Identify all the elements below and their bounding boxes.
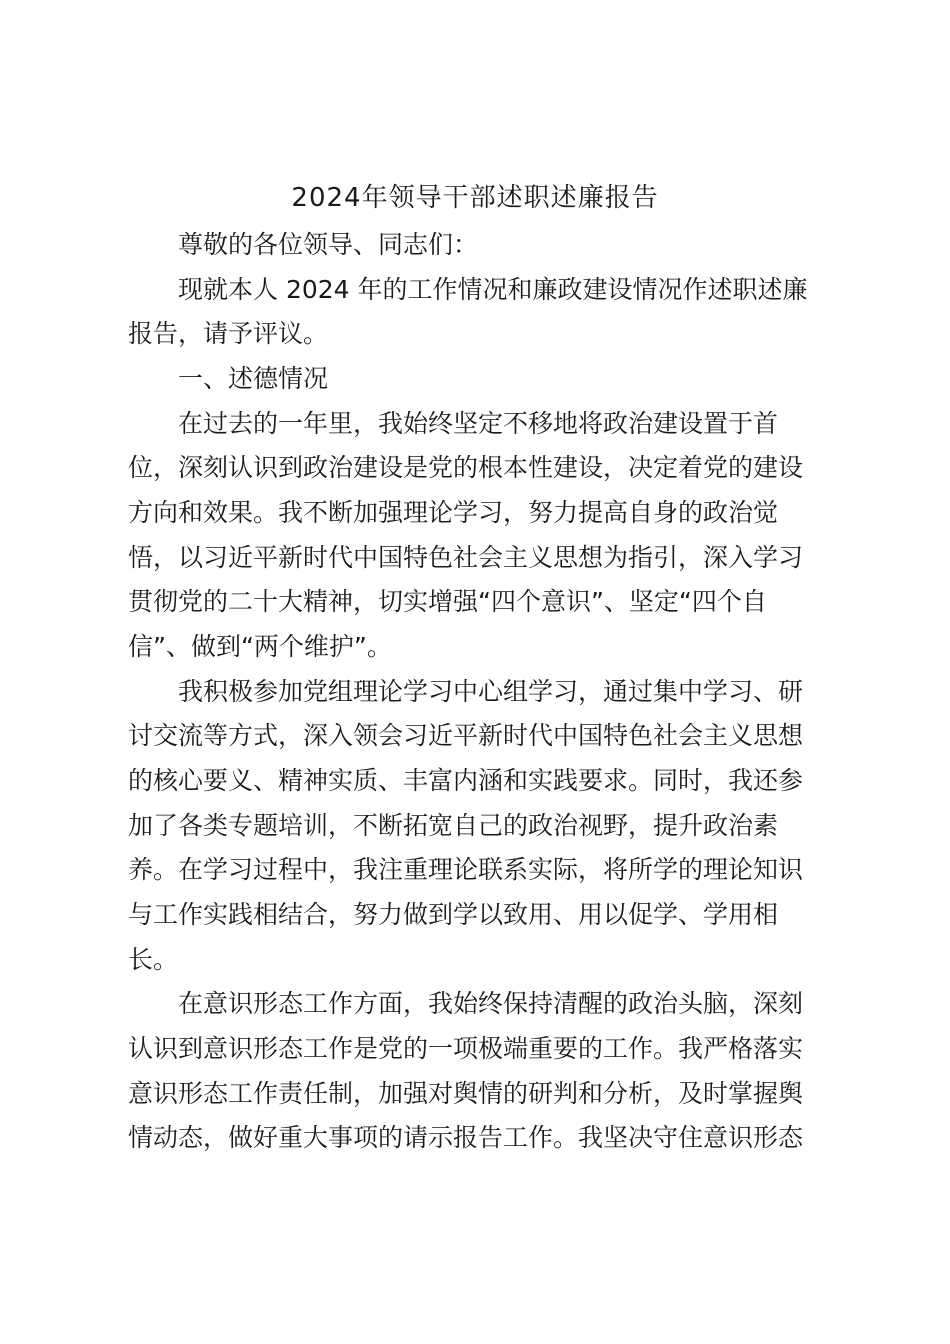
text-line: 情动态，做好重大事项的请示报告工作。我坚决守住意识形态: [128, 1123, 804, 1152]
text-line: 的核心要义、精神实质、丰富内涵和实践要求。同时，我还参: [128, 766, 804, 795]
document-title: 2024年领导干部述职述廉报告: [291, 183, 659, 213]
text-line: 悟，以习近平新时代中国特色社会主义思想为指引，深入学习: [128, 543, 804, 572]
text-line: 贯彻党的二十大精神，切实增强“四个意识”、坚定“四个自: [128, 587, 767, 616]
section-heading: 一、述德情况: [178, 364, 329, 393]
text-line: 在意识形态工作方面，我始终保持清醒的政治头脑，深刻: [178, 989, 804, 1018]
text-line: 与工作实践相结合，努力做到学以致用、用以促学、学用相: [128, 900, 779, 929]
text-line: 认识到意识形态工作是党的一项极端重要的工作。我严格落实: [128, 1034, 804, 1063]
text-line: 信”、做到“两个维护”。: [128, 632, 392, 661]
text-line: 位，深刻认识到政治建设是党的根本性建设，决定着党的建设: [128, 453, 804, 482]
text-line: 我积极参加党组理论学习中心组学习，通过集中学习、研: [178, 677, 804, 706]
text-line: 方向和效果。我不断加强理论学习，努力提高自身的政治觉: [128, 498, 779, 527]
text-line: 养。在学习过程中，我注重理论联系实际，将所学的理论知识: [128, 855, 804, 884]
text-line: 加了各类专题培训，不断拓宽自己的政治视野，提升政治素: [128, 811, 779, 840]
text-line: 意识形态工作责任制，加强对舆情的研判和分析，及时掌握舆: [128, 1079, 804, 1108]
salutation: 尊敬的各位领导、同志们：: [178, 230, 479, 259]
text-line: 讨交流等方式，深入领会习近平新时代中国特色社会主义思想: [128, 721, 804, 750]
text-line: 长。: [128, 945, 179, 974]
text-line: 在过去的一年里，我始终坚定不移地将政治建设置于首: [178, 409, 779, 438]
text-line: 现就本人 2024 年的工作情况和廉政建设情况作述职述廉: [178, 275, 808, 304]
text-line: 报告，请予评议。: [128, 319, 329, 348]
